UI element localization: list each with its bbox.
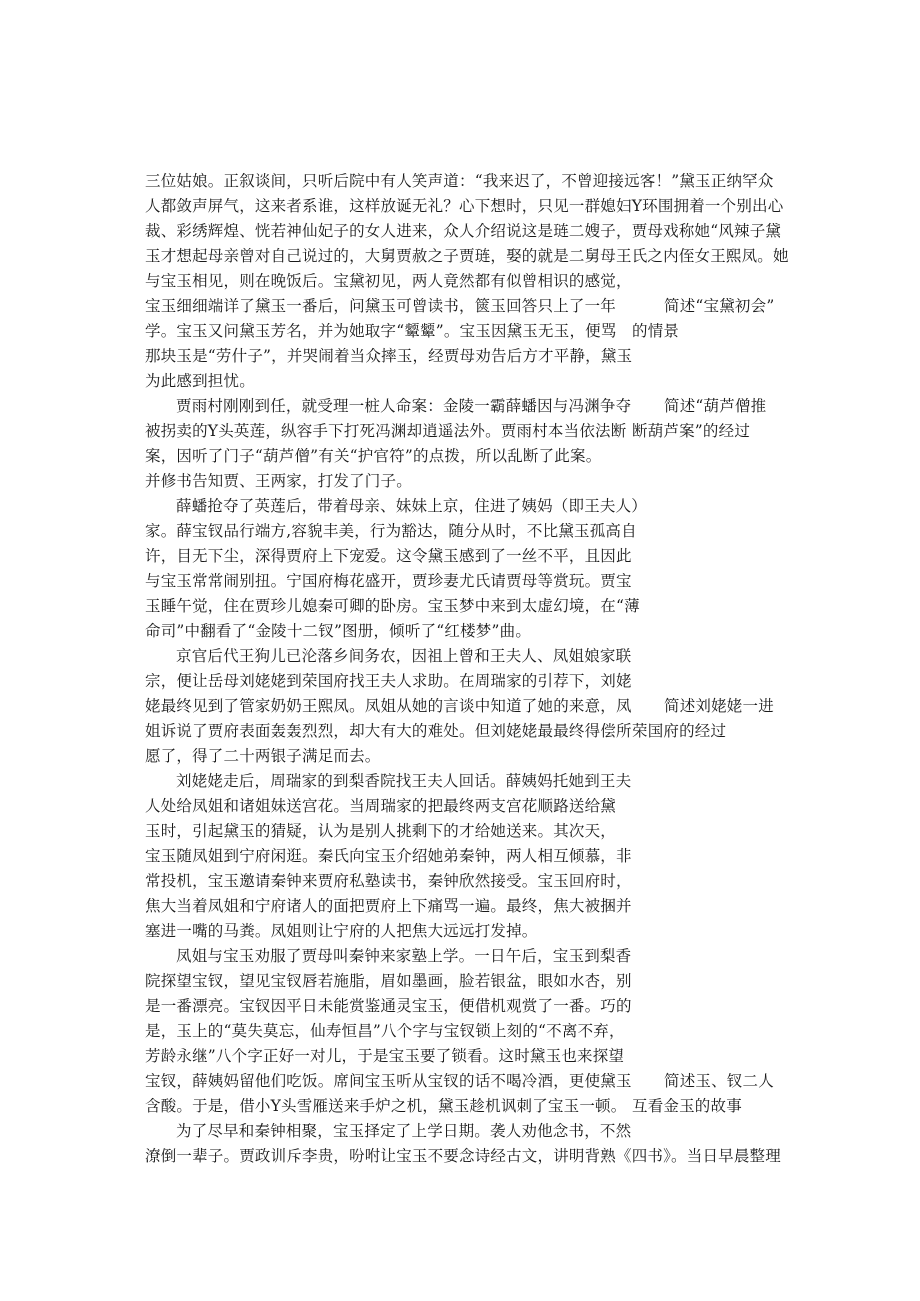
margin-note-4: 断葫芦案”的经过 [632, 422, 751, 440]
text-line-24: 愿了，得了二十两银子满足而去。 [145, 747, 381, 765]
text-line-2: 人都敛声屏气，这来者系谁，这样放诞无礼？心下想时，只见一群媳妇Y环围拥着一个别出心 [145, 197, 784, 215]
text-line-1: 三位姑娘。正叙谈间，只听后院中有人笑声道：“我来迟了，不曾迎接远客！”黛玉正纳罕众 [145, 172, 774, 190]
text-line-14: 薛蟠抢夺了英莲后，带着母亲、妹妹上京，住进了姨妈（即王夫人） [176, 497, 648, 515]
text-line-29: 常投机，宝玉邀请秦钟来贾府私塾读书，秦钟欣然接受。宝玉回府时， [145, 872, 632, 890]
text-line-27: 玉时，引起黛玉的猜疑，认为是别人挑剩下的才给她送来。其次天， [145, 822, 617, 840]
margin-note-2: 的情景 [632, 322, 680, 340]
text-line-38: 含酸。于是，借小Y头雪雁送来手炉之机，黛玉趁机讽刺了宝玉一顿。 [145, 1097, 627, 1115]
text-line-7: 学。宝玉又问黛玉芳名，并为她取字“颦颦”。宝玉因黛玉无玉，便骂 [145, 322, 617, 340]
text-line-22: 姥最终见到了管家奶奶王熙凤。凤姐从她的言谈中知道了她的来意，凤 [145, 697, 632, 715]
text-line-8: 那块玉是“劳什子”，并哭闹着当众摔玉，经贾母劝告后方才平静，黛玉 [145, 347, 633, 365]
text-line-12: 案，因听了门子“葫芦僧”有关“护官符”的点拨，所以乱断了此案。 [145, 447, 602, 465]
text-line-18: 玉睡午觉，住在贾珍儿媳秦可卿的卧房。宝玉梦中来到太虚幻境，在“薄 [145, 597, 640, 615]
margin-note-7: 简述玉、钗二人 [664, 1072, 774, 1090]
text-line-4: 玉才想起母亲曾对自己说过的，大舅贾赦之子贾琏，娶的就是二舅母王氏之内侄女王熙凤。她 [145, 247, 789, 265]
text-line-39: 为了尽早和秦钟相聚，宝玉择定了上学日期。袭人劝他念书，不然 [176, 1122, 632, 1140]
margin-note-8: 互看金玉的故事 [632, 1097, 742, 1115]
text-line-26: 人处给凤姐和诸姐妹送宫花。当周瑞家的把最终两支宫花顺路送给黛 [145, 797, 617, 815]
text-line-11: 被拐卖的Y头英莲，纵容手下打死冯渊却逍遥法外。贾雨村本当依法断 [145, 422, 627, 440]
text-line-40: 潦倒一辈子。贾政训斥李贵，吩咐让宝玉不要念诗经古文，讲明背熟《四书》。当日早晨整理 [145, 1147, 781, 1165]
text-line-17: 与宝玉常常闹别扭。宁国府梅花盛开，贾珍妻尤氏请贾母等赏玩。贾宝 [145, 572, 632, 590]
text-line-34: 是一番漂亮。宝钗因平日未能赏鉴通灵宝玉，便借机观赏了一番。巧的 [145, 997, 632, 1015]
text-line-6: 宝玉细细端详了黛玉一番后，问黛玉可曾读书，篋玉回答只上了一年 [145, 297, 617, 315]
text-line-36: 芳龄永继”八个字正好一对儿，于是宝玉要了锁看。这时黛玉也来探望 [145, 1047, 625, 1065]
text-line-28: 宝玉随凤姐到宁府闲逛。秦氏向宝玉介绍她弟秦钟，两人相互倾慕，非 [145, 847, 632, 865]
margin-note-5: 简述刘姥姥一进 [664, 697, 774, 715]
text-line-15: 家。薛宝钗品行端方,容貌丰美，行为豁达，随分从时，不比黛玉孤高自 [145, 522, 637, 540]
text-line-31: 塞进一嘴的马粪。凤姐则让宁府的人把焦大远远打发掉。 [145, 922, 538, 940]
text-line-19: 命司”中翻看了“金陵十二钗”图册，倾听了“红楼梦”曲。 [145, 622, 532, 640]
text-line-25: 刘姥姥走后，周瑞家的到梨香院找王夫人回话。薛姨妈托她到王夫 [176, 772, 632, 790]
text-line-23: 姐诉说了贾府表面轰轰烈烈，却大有大的难处。但刘姥姥最最终得偿所 [145, 722, 632, 740]
text-line-21: 宗，便让岳母刘姥姥到荣国府找王夫人求助。在周瑞家的引荐下，刘姥 [145, 672, 632, 690]
text-line-32: 凤姐与宝玉劝服了贾母叫秦钟来家塾上学。一日午后，宝玉到梨香 [176, 947, 632, 965]
text-line-10: 贾雨村刚刚到任，就受理一桩人命案：金陵一霸薛蟠因与冯渊争夺 [176, 397, 632, 415]
text-line-5: 与宝玉相见，则在晚饭后。宝黛初见，两人竟然都有似曾相识的感觉， [145, 272, 632, 290]
text-line-35: 是，玉上的“莫失莫忘，仙寿恒昌”八个字与宝钗锁上刻的“不离不弃， [145, 1022, 625, 1040]
margin-note-3: 简述“葫芦僧推 [664, 397, 767, 415]
text-line-20: 京官后代王狗儿已沦落乡间务农，因祖上曾和王夫人、凤姐娘家联 [176, 647, 632, 665]
text-line-30: 焦大当着凤姐和宁府诸人的面把贾府上下痛骂一遍。最终，焦大被捆并 [145, 897, 632, 915]
text-line-9: 为此感到担忧。 [145, 372, 255, 390]
margin-note-1: 简述“宝黛初会” [664, 297, 775, 315]
text-line-3: 裁、彩绣辉煌、恍若神仙妃子的女人进来，众人介绍说这是琏二嫂子，贾母戏称她“风辣子黛 [145, 222, 782, 240]
text-line-16: 许，目无下尘，深得贾府上下宠爱。这令黛玉感到了一丝不平，且因此 [145, 547, 632, 565]
text-line-37: 宝钗，薛姨妈留他们吃饭。席间宝玉听从宝钗的话不喝冷酒，更使黛玉 [145, 1072, 632, 1090]
text-line-13: 并修书告知贾、王两家，打发了门子。 [145, 472, 412, 490]
text-line-33: 院探望宝钗，望见宝钗唇若施脂，眉如墨画，脸若银盆，眼如水杏，别 [145, 972, 632, 990]
margin-note-6: 荣国府的经过 [632, 722, 727, 740]
